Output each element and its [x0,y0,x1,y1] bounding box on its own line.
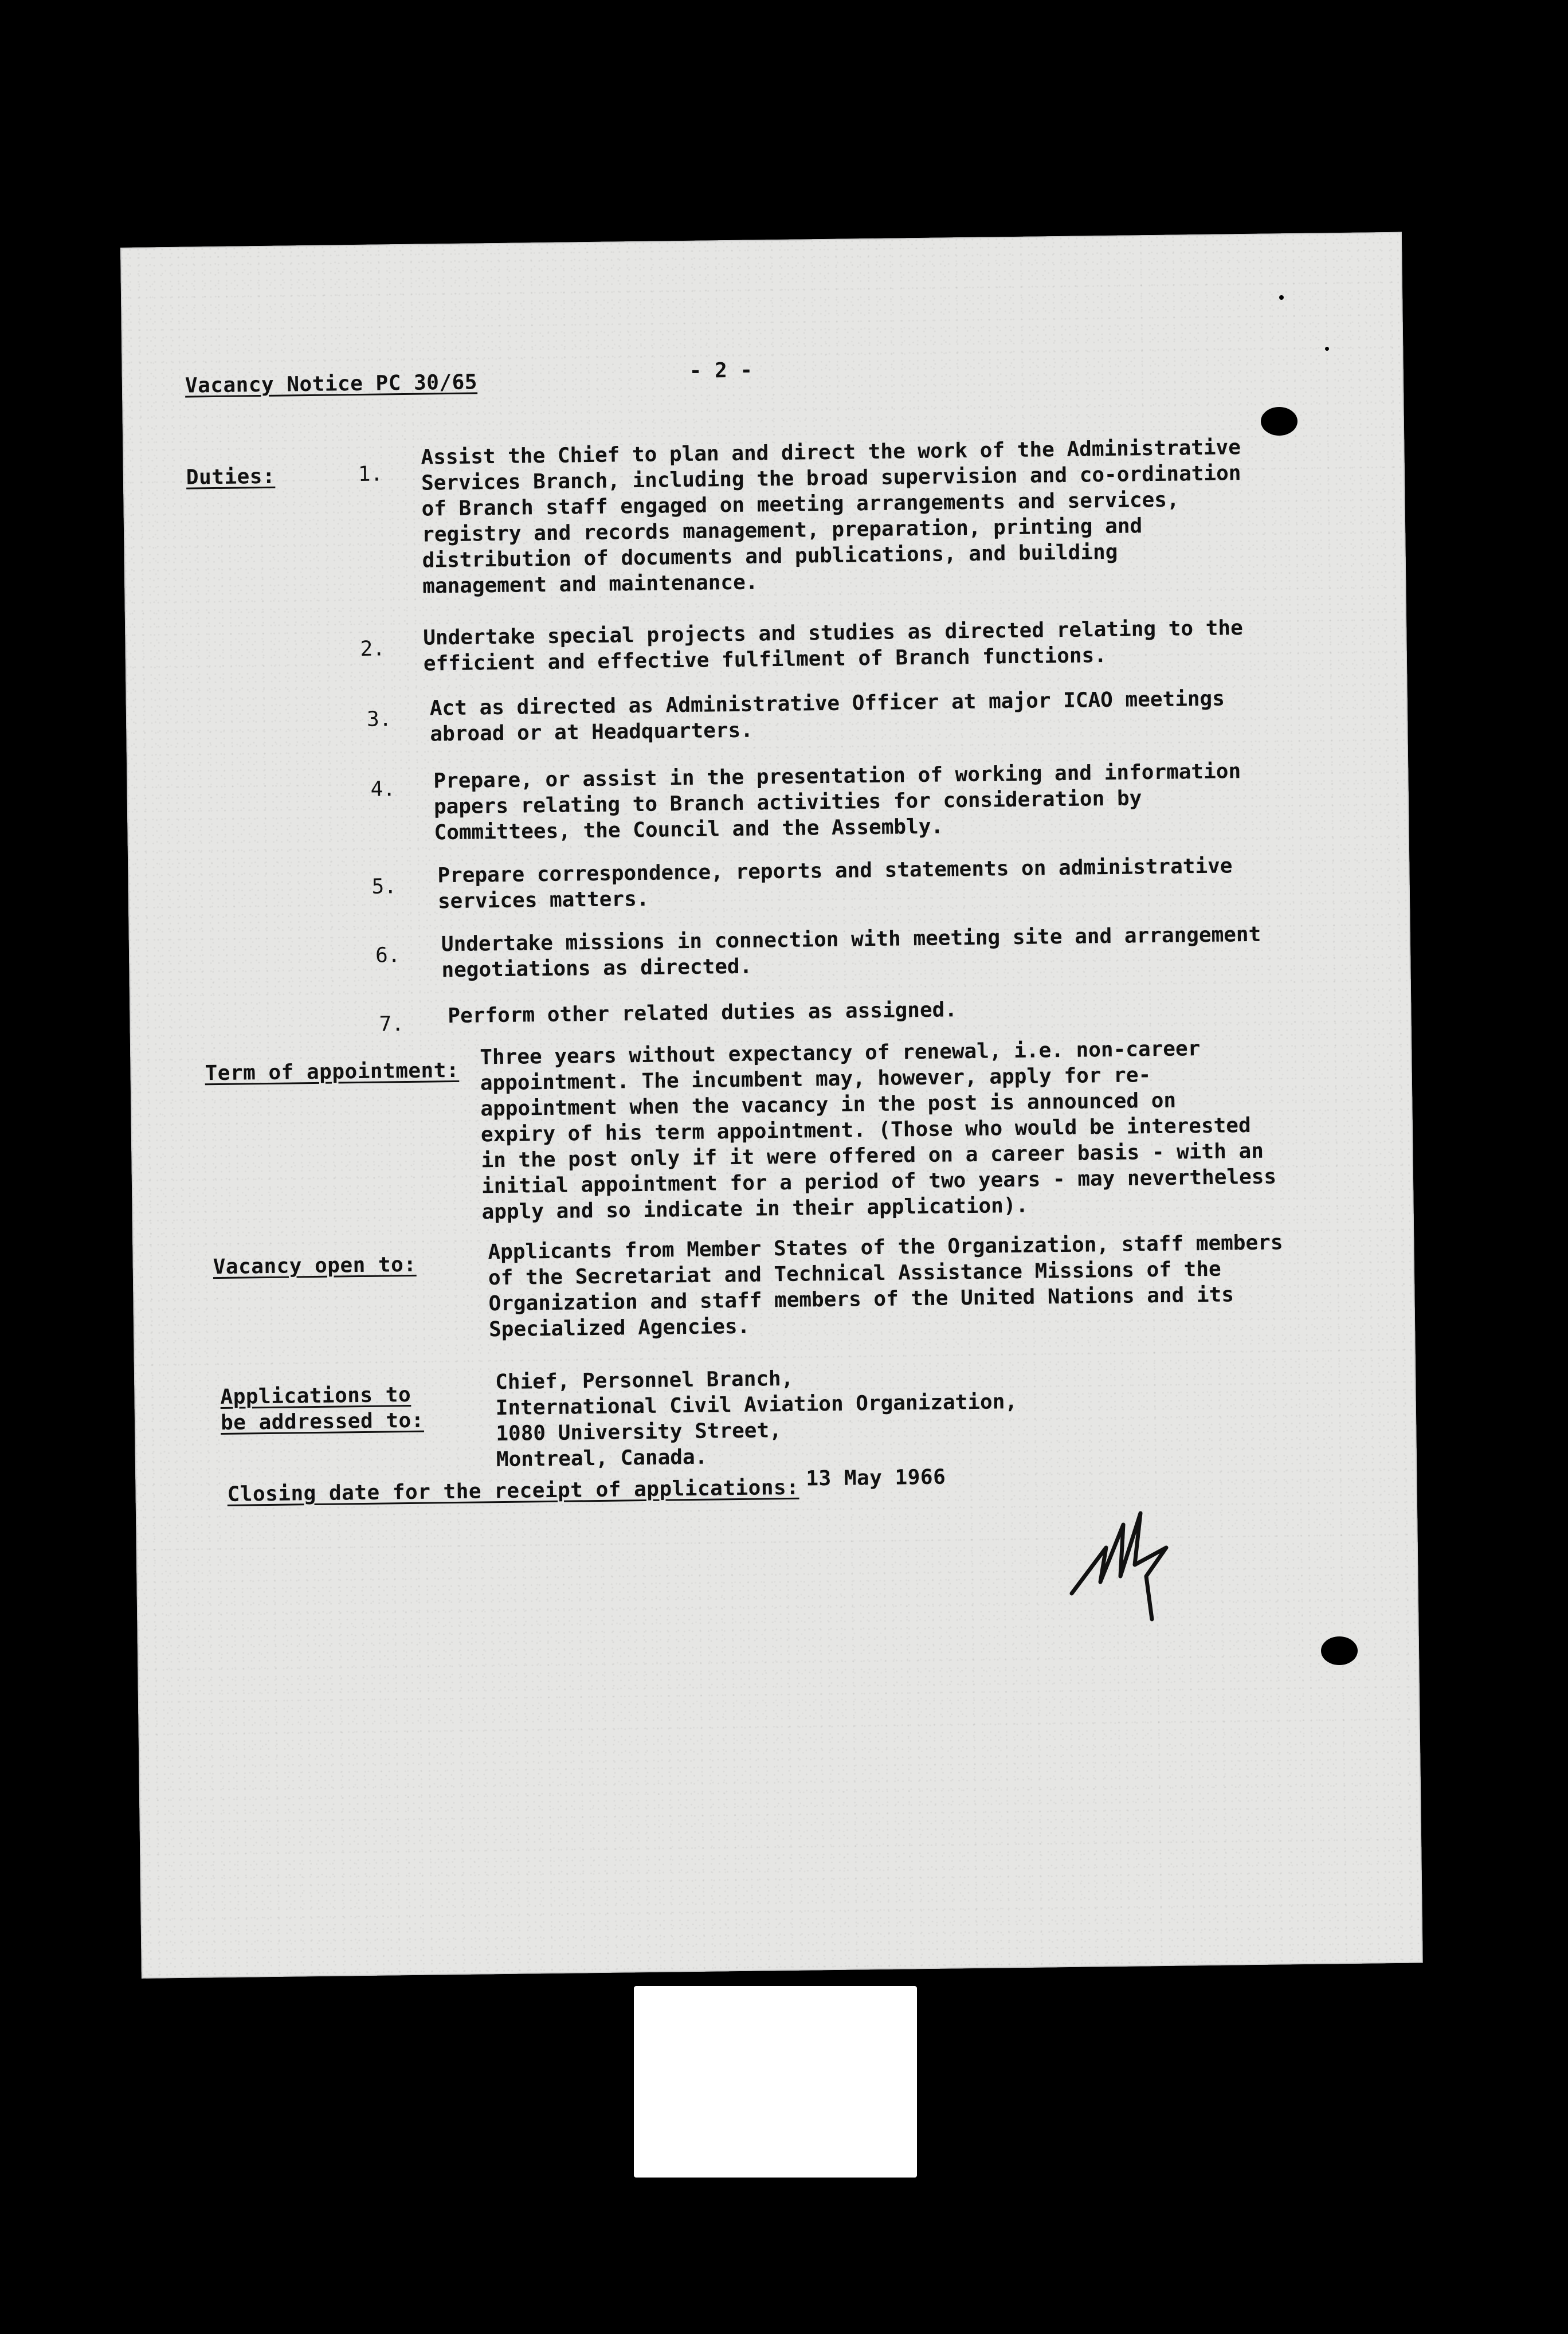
vacancy-open-text: Applicants from Member States of the Organization, staff members of the Secretariat and Technical Assistance Missions of the Organization and staff members of the United Nations and its Specialized Agencies. [488,1231,1283,1342]
term-text: Three years without expectancy of renewal, i.e. non-career appointment. The incumbent may, however, apply for re- appointment when the vacancy in the post is announced on expiry of his term appointment. (Those who would be interested in the post only if it were offered on a career basis - with an initial appointment for a period of two years - may nevertheless apply and so indicate in their application). [480,1037,1277,1224]
speck-mark [1325,347,1329,351]
duty-number: 4. [370,777,396,801]
document-page [120,232,1423,1979]
duty-number: 1. [358,462,383,486]
duty-text: Act as directed as Administrative Officer at major ICAO meetings abroad or at Headquarters. [429,687,1225,746]
handwritten-signature [1066,1479,1181,1628]
duty-text: Undertake special projects and studies as directed relating to the efficient and effective fulfilment of Branch functions. [423,616,1243,676]
speck-mark [1279,295,1284,300]
duty-text: Prepare, or assist in the presentation of working and information papers relating to Branch activities for consideration by Committees, the Council and the Assembly. [433,759,1241,845]
applications-label-line2: be addressed to: [220,1408,425,1435]
punch-hole [1261,407,1297,436]
duty-text: Prepare correspondence, reports and statements on administrative services matters. [437,854,1233,914]
duty-text: Undertake missions in connection with meeting site and arrangement negotiations as directed. [441,922,1261,982]
duty-number: 5. [371,875,397,899]
term-label: Term of appointment: [205,1058,460,1086]
duty-number: 7. [379,1012,405,1036]
white-card [634,1986,917,2178]
notice-reference: Vacancy Notice PC 30/65 [185,370,478,398]
duty-number: 3. [366,707,392,731]
duty-number: 2. [360,637,386,661]
closing-date-label: Closing date for the receipt of applications: [227,1475,799,1506]
punch-hole [1321,1636,1358,1665]
duties-label: Duties: [186,464,276,489]
duty-number: 6. [375,943,401,968]
duty-text: Assist the Chief to plan and direct the work of the Administrative Services Branch, including the broad supervision and co-ordination of Branch staff engaged on meeting arrangements and services, registry and records management, preparation, printing and distribution of documents and publications, and building management and maintenance. [421,436,1241,598]
vacancy-open-label: Vacancy open to: [213,1252,417,1279]
applications-address: Chief, Personnel Branch, International Civil Aviation Organization, 1080 University Street, Montreal, Canada. [495,1366,1018,1472]
page-number: - 2 - [689,358,753,383]
duty-text: Perform other related duties as assigned. [448,998,958,1028]
applications-label-line1: Applications to [220,1383,411,1409]
closing-date-value: 13 May 1966 [806,1465,946,1491]
